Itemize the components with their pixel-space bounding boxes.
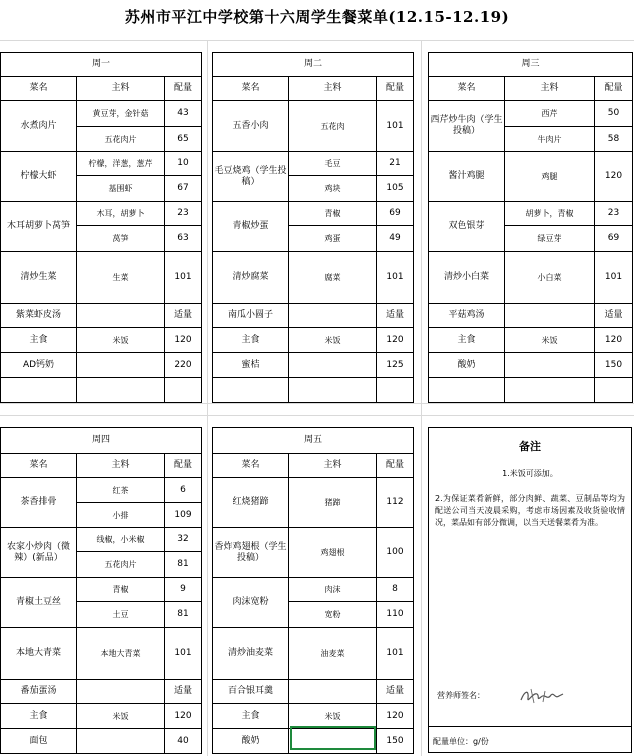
qty-cell[interactable]: 适量 bbox=[165, 680, 202, 704]
ingredient-cell[interactable]: 胡萝卜，青椒 bbox=[505, 202, 595, 226]
dish-cell[interactable]: 清炒腐菜 bbox=[213, 252, 289, 304]
dish-cell[interactable]: 主食 bbox=[1, 704, 77, 729]
ingredient-cell[interactable]: 线椒，小米椒 bbox=[77, 528, 165, 552]
qty-cell[interactable]: 8 bbox=[377, 578, 414, 602]
col-qty-header: 配量 bbox=[377, 77, 414, 101]
dish-cell[interactable]: 面包 bbox=[1, 729, 77, 754]
dish-cell[interactable]: 酱汁鸡腿 bbox=[429, 152, 505, 202]
qty-cell[interactable]: 69 bbox=[595, 226, 633, 252]
qty-cell[interactable]: 101 bbox=[165, 252, 202, 304]
qty-cell[interactable]: 9 bbox=[165, 578, 202, 602]
dish-cell[interactable]: 西芹炒牛肉（学生投稿） bbox=[429, 101, 505, 152]
qty-cell[interactable]: 109 bbox=[165, 503, 202, 528]
dish-cell[interactable]: 水煮肉片 bbox=[1, 101, 77, 152]
ingredient-cell[interactable]: 基围虾 bbox=[77, 176, 165, 202]
dish-cell[interactable]: 柠檬大虾 bbox=[1, 152, 77, 202]
col-dish-header: 菜名 bbox=[213, 454, 289, 478]
qty-cell[interactable]: 105 bbox=[377, 176, 414, 202]
dish-cell[interactable]: 清炒油麦菜 bbox=[213, 628, 289, 680]
qty-cell[interactable]: 67 bbox=[165, 176, 202, 202]
dish-cell[interactable]: 青椒土豆丝 bbox=[1, 578, 77, 628]
dish-cell[interactable]: 清炒生菜 bbox=[1, 252, 77, 304]
qty-cell[interactable]: 112 bbox=[377, 478, 414, 528]
ingredient-cell[interactable]: 本地大青菜 bbox=[77, 628, 165, 680]
ingredient-cell[interactable]: 米饭 bbox=[289, 704, 377, 729]
qty-cell[interactable]: 23 bbox=[595, 202, 633, 226]
notes-panel bbox=[428, 427, 632, 753]
qty-cell[interactable]: 32 bbox=[165, 528, 202, 552]
qty-cell[interactable]: 40 bbox=[165, 729, 202, 754]
qty-cell[interactable]: 65 bbox=[165, 127, 202, 152]
qty-cell[interactable]: 50 bbox=[595, 101, 633, 127]
dish-cell[interactable]: 木耳胡萝卜莴笋 bbox=[1, 202, 77, 252]
qty-cell[interactable]: 101 bbox=[377, 252, 414, 304]
ingredient-cell[interactable]: 米饭 bbox=[77, 328, 165, 353]
ingredient-cell[interactable]: 小白菜 bbox=[505, 252, 595, 304]
ingredient-cell[interactable]: 米饭 bbox=[289, 328, 377, 353]
dish-cell[interactable]: 酸奶 bbox=[213, 729, 289, 754]
qty-cell[interactable]: 120 bbox=[377, 328, 414, 353]
day-header-friday: 周五 bbox=[213, 428, 414, 454]
col-dish-header: 菜名 bbox=[429, 77, 505, 101]
dish-cell[interactable]: 茶香排骨 bbox=[1, 478, 77, 528]
qty-cell[interactable]: 120 bbox=[165, 328, 202, 353]
ingredient-cell[interactable]: 宽粉 bbox=[289, 602, 377, 628]
ingredient-cell[interactable] bbox=[77, 680, 165, 704]
signature-label: 营养师签名： bbox=[437, 691, 485, 700]
ingredient-cell[interactable]: 猪蹄 bbox=[289, 478, 377, 528]
ingredient-cell[interactable]: 黄豆芽，金针菇 bbox=[77, 101, 165, 127]
qty-cell[interactable]: 101 bbox=[595, 252, 633, 304]
ingredient-cell[interactable]: 西芹 bbox=[505, 101, 595, 127]
col-dish-header: 菜名 bbox=[1, 77, 77, 101]
qty-cell[interactable]: 101 bbox=[377, 628, 414, 680]
col-main-header: 主料 bbox=[289, 454, 377, 478]
qty-cell[interactable]: 100 bbox=[377, 528, 414, 578]
qty-cell[interactable]: 81 bbox=[165, 552, 202, 578]
dish-cell[interactable]: 红烧猪蹄 bbox=[213, 478, 289, 528]
ingredient-cell[interactable]: 青椒 bbox=[77, 578, 165, 602]
ingredient-cell[interactable]: 肉沫 bbox=[289, 578, 377, 602]
qty-cell[interactable]: 适量 bbox=[377, 304, 414, 328]
ingredient-cell[interactable]: 鸡蛋 bbox=[289, 226, 377, 252]
ingredient-cell[interactable]: 五花肉 bbox=[289, 101, 377, 152]
qty-cell[interactable]: 适量 bbox=[595, 304, 633, 328]
notes-title: 备注 bbox=[519, 440, 541, 453]
qty-cell[interactable]: 69 bbox=[377, 202, 414, 226]
qty-cell[interactable]: 适量 bbox=[377, 680, 414, 704]
dish-cell[interactable]: 百合银耳羹 bbox=[213, 680, 289, 704]
table-thursday bbox=[0, 427, 202, 754]
table-wednesday bbox=[428, 52, 633, 403]
col-main-header: 主料 bbox=[77, 454, 165, 478]
unit-divider bbox=[429, 726, 631, 727]
day-header-thursday: 周四 bbox=[1, 428, 202, 454]
qty-cell[interactable]: 110 bbox=[377, 602, 414, 628]
col-qty-header: 配量 bbox=[595, 77, 633, 101]
dish-cell[interactable]: 毛豆烧鸡（学生投稿） bbox=[213, 152, 289, 202]
dish-cell[interactable]: 酸奶 bbox=[429, 353, 505, 378]
ingredient-cell[interactable]: 生菜 bbox=[77, 252, 165, 304]
qty-cell[interactable]: 49 bbox=[377, 226, 414, 252]
table-monday bbox=[0, 52, 202, 403]
dish-cell[interactable]: AD钙奶 bbox=[1, 353, 77, 378]
ingredient-cell[interactable] bbox=[77, 353, 165, 378]
ingredient-cell[interactable]: 五花肉片 bbox=[77, 552, 165, 578]
col-main-header: 主料 bbox=[77, 77, 165, 101]
ingredient-cell[interactable]: 小排 bbox=[77, 503, 165, 528]
ingredient-cell[interactable]: 土豆 bbox=[77, 602, 165, 628]
ingredient-cell[interactable]: 腐菜 bbox=[289, 252, 377, 304]
col-qty-header: 配量 bbox=[165, 77, 202, 101]
ingredient-cell[interactable]: 柠檬，洋葱，葱芹 bbox=[77, 152, 165, 176]
qty-cell[interactable]: 150 bbox=[377, 729, 414, 754]
day-header-tuesday: 周二 bbox=[213, 53, 414, 77]
ingredient-cell[interactable]: 鸡块 bbox=[289, 176, 377, 202]
ingredient-cell[interactable]: 五花肉片 bbox=[77, 127, 165, 152]
qty-cell[interactable]: 10 bbox=[165, 152, 202, 176]
col-qty-header: 配量 bbox=[165, 454, 202, 478]
day-header-monday: 周一 bbox=[1, 53, 202, 77]
dish-cell[interactable]: 蜜桔 bbox=[213, 353, 289, 378]
qty-cell[interactable]: 6 bbox=[165, 478, 202, 503]
col-dish-header: 菜名 bbox=[1, 454, 77, 478]
qty-cell[interactable]: 101 bbox=[165, 628, 202, 680]
signature-image bbox=[519, 686, 565, 706]
note-item-2: 2.为保证菜肴新鲜，部分肉鲜、蔬菜、豆制品等均为配送公司当天凌晨采购，考虑市场因素及收货验收情况，菜品如有部分微调，以当天送餐菜肴为准。 bbox=[435, 494, 625, 527]
dish-cell[interactable]: 南瓜小圆子 bbox=[213, 304, 289, 328]
selected-cell-outline[interactable] bbox=[290, 726, 376, 750]
note-item-1: 1.米饭可添加。 bbox=[502, 469, 558, 478]
unit-label: 配量单位：g/份 bbox=[433, 737, 489, 746]
ingredient-cell[interactable]: 牛肉片 bbox=[505, 127, 595, 152]
day-header-wednesday: 周三 bbox=[429, 53, 633, 77]
qty-cell[interactable]: 120 bbox=[595, 328, 633, 353]
ingredient-cell[interactable]: 红茶 bbox=[77, 478, 165, 503]
ingredient-cell[interactable]: 米饭 bbox=[77, 704, 165, 729]
col-dish-header: 菜名 bbox=[213, 77, 289, 101]
col-main-header: 主料 bbox=[289, 77, 377, 101]
qty-cell[interactable]: 21 bbox=[377, 152, 414, 176]
qty-cell[interactable]: 101 bbox=[377, 101, 414, 152]
qty-cell[interactable]: 120 bbox=[377, 704, 414, 729]
qty-cell[interactable]: 23 bbox=[165, 202, 202, 226]
ingredient-cell[interactable] bbox=[77, 729, 165, 754]
qty-cell[interactable]: 120 bbox=[595, 152, 633, 202]
qty-cell[interactable]: 43 bbox=[165, 101, 202, 127]
ingredient-cell[interactable] bbox=[505, 304, 595, 328]
dish-cell[interactable]: 番茄蛋汤 bbox=[1, 680, 77, 704]
qty-cell[interactable]: 58 bbox=[595, 127, 633, 152]
col-qty-header: 配量 bbox=[377, 454, 414, 478]
ingredient-cell[interactable]: 木耳，胡萝卜 bbox=[77, 202, 165, 226]
qty-cell[interactable]: 63 bbox=[165, 226, 202, 252]
ingredient-cell[interactable] bbox=[289, 304, 377, 328]
qty-cell[interactable]: 适量 bbox=[165, 304, 202, 328]
ingredient-cell[interactable]: 绿豆芽 bbox=[505, 226, 595, 252]
dish-cell[interactable]: 青椒炒蛋 bbox=[213, 202, 289, 252]
dish-cell[interactable]: 双色银芽 bbox=[429, 202, 505, 252]
dish-cell[interactable]: 清炒小白菜 bbox=[429, 252, 505, 304]
qty-cell[interactable]: 120 bbox=[165, 704, 202, 729]
dish-cell[interactable]: 平菇鸡汤 bbox=[429, 304, 505, 328]
qty-cell[interactable]: 81 bbox=[165, 602, 202, 628]
page-title: 苏州市平江中学校第十六周学生餐菜单(12.15-12.19) bbox=[124, 8, 510, 26]
table-tuesday bbox=[212, 52, 414, 403]
ingredient-cell[interactable]: 米饭 bbox=[505, 328, 595, 353]
qty-cell[interactable]: 220 bbox=[165, 353, 202, 378]
col-main-header: 主料 bbox=[505, 77, 595, 101]
dish-cell[interactable]: 五香小肉 bbox=[213, 101, 289, 152]
dish-cell[interactable]: 本地大青菜 bbox=[1, 628, 77, 680]
ingredient-cell[interactable]: 莴笋 bbox=[77, 226, 165, 252]
dish-cell[interactable]: 农家小炒肉（微辣）(新品） bbox=[1, 528, 77, 578]
ingredient-cell[interactable] bbox=[289, 680, 377, 704]
dish-cell[interactable]: 紫菜虾皮汤 bbox=[1, 304, 77, 328]
dish-cell[interactable]: 主食 bbox=[1, 328, 77, 353]
dish-cell[interactable]: 主食 bbox=[213, 328, 289, 353]
ingredient-cell[interactable]: 鸡腿 bbox=[505, 152, 595, 202]
dish-cell[interactable]: 主食 bbox=[429, 328, 505, 353]
ingredient-cell[interactable] bbox=[77, 304, 165, 328]
qty-cell[interactable]: 125 bbox=[377, 353, 414, 378]
dish-cell[interactable]: 肉沫宽粉 bbox=[213, 578, 289, 628]
ingredient-cell[interactable]: 鸡翅根 bbox=[289, 528, 377, 578]
qty-cell[interactable]: 150 bbox=[595, 353, 633, 378]
table-friday bbox=[212, 427, 414, 754]
ingredient-cell[interactable] bbox=[505, 353, 595, 378]
ingredient-cell[interactable]: 油麦菜 bbox=[289, 628, 377, 680]
ingredient-cell[interactable]: 青椒 bbox=[289, 202, 377, 226]
ingredient-cell[interactable]: 毛豆 bbox=[289, 152, 377, 176]
dish-cell[interactable]: 香炸鸡翅根（学生投稿） bbox=[213, 528, 289, 578]
ingredient-cell[interactable] bbox=[289, 353, 377, 378]
dish-cell[interactable]: 主食 bbox=[213, 704, 289, 729]
